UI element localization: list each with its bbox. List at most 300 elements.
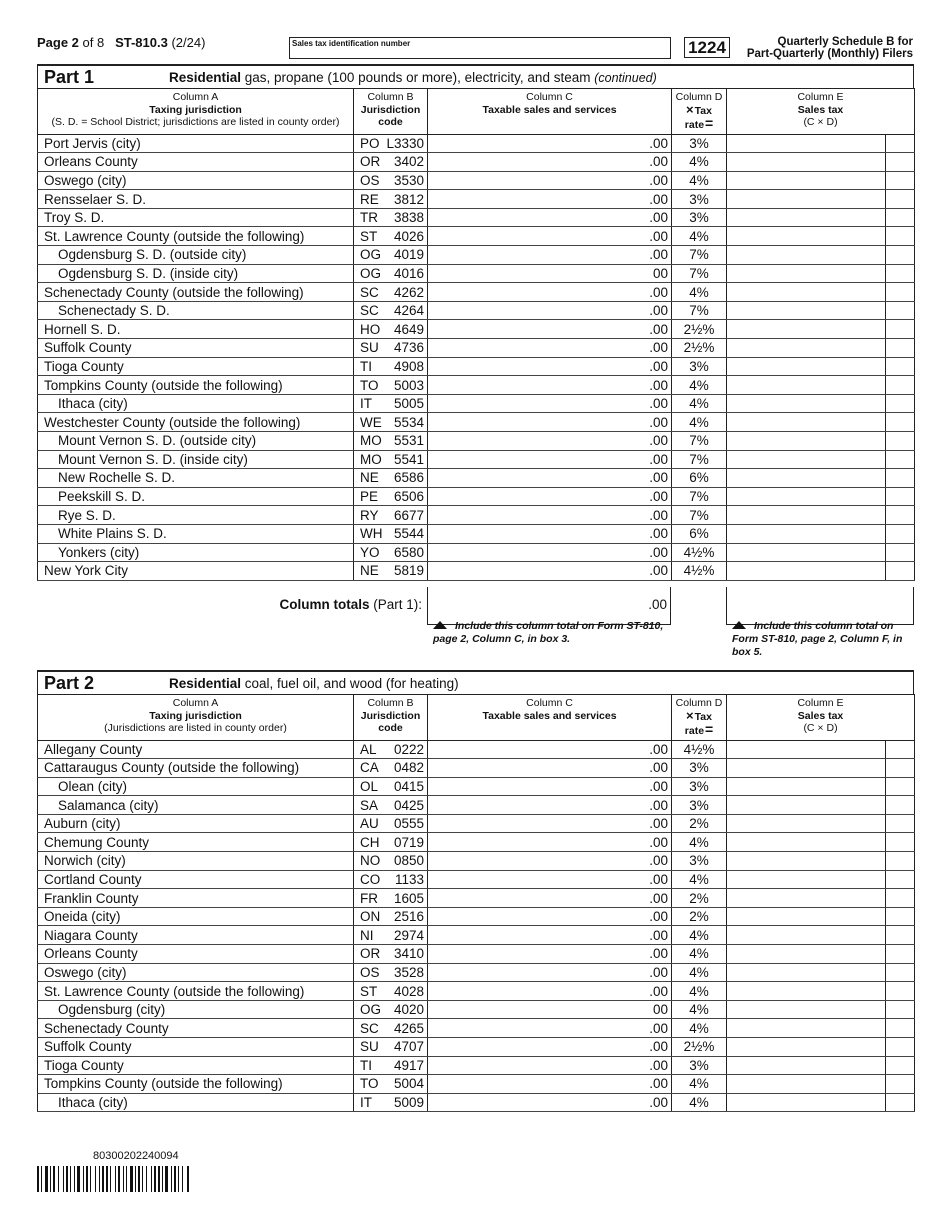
sales-tax-field[interactable] [727, 870, 886, 889]
sales-tax-field[interactable] [727, 171, 886, 190]
taxable-sales-field[interactable]: .00 [428, 246, 672, 265]
sales-tax-cents-field[interactable] [886, 524, 915, 543]
barcode-bar [187, 1166, 189, 1192]
barcode-bar [135, 1166, 136, 1192]
sales-tax-field[interactable] [727, 153, 886, 172]
sales-tax-field[interactable] [727, 487, 886, 506]
taxable-sales-field[interactable]: .00 [428, 524, 672, 543]
tax-rate: 4% [672, 413, 727, 432]
sales-tax-cents-field[interactable] [886, 1038, 915, 1057]
tax-rate: 7% [672, 450, 727, 469]
sales-tax-cents-field[interactable] [886, 543, 915, 562]
jurisdiction-name: Norwich (city) [38, 852, 354, 871]
taxable-sales-field[interactable]: .00 [428, 963, 672, 982]
period-code: 1224 [684, 37, 730, 58]
sales-tax-cents-field[interactable] [886, 469, 915, 488]
tax-rate: 4% [672, 171, 727, 190]
sales-tax-field[interactable] [727, 1000, 886, 1019]
up-arrow-icon [433, 621, 447, 629]
taxable-sales-field[interactable]: .00 [428, 487, 672, 506]
jurisdiction-name: New Rochelle S. D. [38, 469, 354, 488]
barcode-bar [66, 1166, 68, 1192]
table-row [38, 469, 915, 488]
sales-tax-cents-field[interactable] [886, 1019, 915, 1038]
page-of: of 8 [78, 35, 105, 50]
tax-rate: 4% [672, 394, 727, 413]
sales-tax-field[interactable] [727, 246, 886, 265]
sales-tax-cents-field[interactable] [886, 171, 915, 190]
sales-tax-cents-field[interactable] [886, 796, 915, 815]
tax-rate: 4% [672, 227, 727, 246]
tax-rate: 6% [672, 524, 727, 543]
jurisdiction-code: SC 4265 [354, 1019, 428, 1038]
taxable-sales-field[interactable]: 00 [428, 264, 672, 283]
tax-rate: 4% [672, 1075, 727, 1094]
sales-tax-id-field[interactable] [289, 37, 671, 59]
sales-tax-field[interactable] [727, 450, 886, 469]
barcode-bar [74, 1166, 75, 1192]
taxable-sales-field[interactable]: .00 [428, 506, 672, 525]
taxable-sales-field[interactable]: .00 [428, 833, 672, 852]
taxable-sales-field[interactable]: .00 [428, 413, 672, 432]
sales-tax-field[interactable] [727, 982, 886, 1001]
jurisdiction-name: Westchester County (outside the following) [38, 413, 354, 432]
jurisdiction-name: Rye S. D. [38, 506, 354, 525]
sales-tax-field[interactable] [727, 283, 886, 302]
table-row [38, 1019, 915, 1038]
jurisdiction-name: Ithaca (city) [38, 394, 354, 413]
barcode-bar [151, 1166, 152, 1192]
barcode-bar [158, 1166, 160, 1192]
taxable-sales-field[interactable]: .00 [428, 190, 672, 209]
tax-rate: 7% [672, 506, 727, 525]
taxable-sales-field[interactable]: .00 [428, 562, 672, 581]
tax-rate: 7% [672, 264, 727, 283]
jurisdiction-name: White Plains S. D. [38, 524, 354, 543]
tax-rate: 2% [672, 889, 727, 908]
column-c-total-field[interactable]: .00 [427, 587, 671, 625]
sales-tax-field[interactable] [727, 1075, 886, 1094]
jurisdiction-name: Allegany County [38, 740, 354, 759]
tax-rate: 4½% [672, 543, 727, 562]
col-a-header: Column A Taxing jurisdiction (Jurisdictions are listed in county order) [38, 695, 354, 741]
equals-icon: = [705, 721, 714, 737]
table-row [38, 740, 915, 759]
col-e-header: Column E Sales tax (C × D) [727, 89, 915, 135]
jurisdiction-name: Yonkers (city) [38, 543, 354, 562]
form-title [747, 36, 913, 60]
barcode-bar [77, 1166, 80, 1192]
barcode-bar [53, 1166, 55, 1192]
sales-tax-field[interactable] [727, 852, 886, 871]
equals-icon: = [705, 115, 714, 131]
up-arrow-icon [732, 621, 746, 629]
sales-tax-field[interactable] [727, 796, 886, 815]
sales-tax-cents-field[interactable] [886, 1075, 915, 1094]
table-row [38, 246, 915, 265]
sales-tax-cents-field[interactable] [886, 208, 915, 227]
sales-tax-cents-field[interactable] [886, 357, 915, 376]
col-b-header: Column B Jurisdiction code [354, 695, 428, 741]
sales-tax-cents-field[interactable] [886, 889, 915, 908]
sales-tax-cents-field[interactable] [886, 283, 915, 302]
jurisdiction-code: CA 0482 [354, 759, 428, 778]
table-row [38, 870, 915, 889]
col-c-header: Column C Taxable sales and services [428, 89, 672, 135]
barcode-bar [182, 1166, 183, 1192]
tax-rate: 4% [672, 1093, 727, 1112]
barcode-bar [63, 1166, 64, 1192]
taxable-sales-field[interactable]: .00 [428, 208, 672, 227]
part2-title-bar [37, 670, 914, 694]
taxable-sales-field[interactable]: .00 [428, 907, 672, 926]
jurisdiction-code: NE 6586 [354, 469, 428, 488]
jurisdiction-code: OR 3402 [354, 153, 428, 172]
taxable-sales-field[interactable]: .00 [428, 926, 672, 945]
barcode-bar [90, 1166, 91, 1192]
taxable-sales-field[interactable]: .00 [428, 1019, 672, 1038]
table-row [38, 190, 915, 209]
barcode-bar [99, 1166, 100, 1192]
sales-tax-field[interactable] [727, 1038, 886, 1057]
jurisdiction-code: AU 0555 [354, 814, 428, 833]
table-row [38, 889, 915, 908]
sales-tax-field[interactable] [727, 301, 886, 320]
jurisdiction-name: St. Lawrence County (outside the following) [38, 227, 354, 246]
taxable-sales-field[interactable]: .00 [428, 450, 672, 469]
barcode-bar [83, 1166, 84, 1192]
sales-tax-cents-field[interactable] [886, 1056, 915, 1075]
part1-description: Residential gas, propane (100 pounds or more), electricity, and steam (continued) [169, 70, 657, 85]
multiply-icon: × [686, 101, 694, 117]
jurisdiction-code: SU 4736 [354, 339, 428, 358]
tax-rate: 4% [672, 376, 727, 395]
sales-tax-id-label: Sales tax identification number [292, 39, 411, 48]
jurisdiction-code: OR 3410 [354, 945, 428, 964]
sales-tax-cents-field[interactable] [886, 833, 915, 852]
sales-tax-field[interactable] [727, 543, 886, 562]
sales-tax-cents-field[interactable] [886, 1000, 915, 1019]
sales-tax-cents-field[interactable] [886, 450, 915, 469]
sales-tax-cents-field[interactable] [886, 413, 915, 432]
jurisdiction-code: WH 5544 [354, 524, 428, 543]
sales-tax-cents-field[interactable] [886, 1093, 915, 1112]
sales-tax-field[interactable] [727, 506, 886, 525]
sales-tax-cents-field[interactable] [886, 945, 915, 964]
tax-rate: 7% [672, 246, 727, 265]
jurisdiction-name: Suffolk County [38, 339, 354, 358]
sales-tax-field[interactable] [727, 524, 886, 543]
barcode-bar [130, 1166, 133, 1192]
sales-tax-cents-field[interactable] [886, 190, 915, 209]
sales-tax-cents-field[interactable] [886, 562, 915, 581]
sales-tax-field[interactable] [727, 1093, 886, 1112]
taxable-sales-field[interactable]: .00 [428, 1075, 672, 1094]
jurisdiction-name: Troy S. D. [38, 208, 354, 227]
sales-tax-field[interactable] [727, 926, 886, 945]
taxable-sales-field[interactable]: .00 [428, 759, 672, 778]
barcode-bar [70, 1166, 71, 1192]
barcode-bar [58, 1166, 59, 1192]
sales-tax-field[interactable] [727, 562, 886, 581]
jurisdiction-name: Oswego (city) [38, 963, 354, 982]
sales-tax-cents-field[interactable] [886, 777, 915, 796]
tax-rate: 2% [672, 907, 727, 926]
table-row [38, 339, 915, 358]
taxable-sales-field[interactable]: .00 [428, 982, 672, 1001]
tax-rate: 4% [672, 153, 727, 172]
taxable-sales-field[interactable]: .00 [428, 1056, 672, 1075]
jurisdiction-code: OG 4016 [354, 264, 428, 283]
sales-tax-cents-field[interactable] [886, 320, 915, 339]
tax-rate: 3% [672, 759, 727, 778]
table-row [38, 413, 915, 432]
taxable-sales-field[interactable]: .00 [428, 394, 672, 413]
taxable-sales-field[interactable]: .00 [428, 301, 672, 320]
tax-rate: 4% [672, 963, 727, 982]
part1-table [37, 88, 915, 581]
taxable-sales-field[interactable]: .00 [428, 814, 672, 833]
jurisdiction-code: SU 4707 [354, 1038, 428, 1057]
sales-tax-cents-field[interactable] [886, 487, 915, 506]
sales-tax-cents-field[interactable] [886, 339, 915, 358]
table-row [38, 963, 915, 982]
jurisdiction-code: TR 3838 [354, 208, 428, 227]
taxable-sales-field[interactable]: .00 [428, 852, 672, 871]
jurisdiction-code: SA 0425 [354, 796, 428, 815]
jurisdiction-name: Orleans County [38, 153, 354, 172]
sales-tax-cents-field[interactable] [886, 153, 915, 172]
tax-rate: 3% [672, 190, 727, 209]
tax-rate: 4% [672, 283, 727, 302]
part1-title-bar [37, 64, 914, 88]
sales-tax-cents-field[interactable] [886, 301, 915, 320]
barcode-bar [171, 1166, 172, 1192]
sales-tax-field[interactable] [727, 469, 886, 488]
barcode-bar [102, 1166, 104, 1192]
sales-tax-field[interactable] [727, 963, 886, 982]
jurisdiction-code: TO 5003 [354, 376, 428, 395]
jurisdiction-name: Schenectady County [38, 1019, 354, 1038]
tax-rate: 3% [672, 796, 727, 815]
taxable-sales-field[interactable]: .00 [428, 1093, 672, 1112]
jurisdiction-name: Salamanca (city) [38, 796, 354, 815]
sales-tax-field[interactable] [727, 227, 886, 246]
table-row [38, 227, 915, 246]
sales-tax-field[interactable] [727, 759, 886, 778]
jurisdiction-name: Suffolk County [38, 1038, 354, 1057]
jurisdiction-name: Ithaca (city) [38, 1093, 354, 1112]
jurisdiction-code: SC 4264 [354, 301, 428, 320]
jurisdiction-code: TO 5004 [354, 1075, 428, 1094]
jurisdiction-code: RY 6677 [354, 506, 428, 525]
sales-tax-field[interactable] [727, 413, 886, 432]
sales-tax-field[interactable] [727, 889, 886, 908]
barcode-bar [146, 1166, 147, 1192]
jurisdiction-code: OL 0415 [354, 777, 428, 796]
barcode-icon [37, 1166, 249, 1192]
table-row [38, 432, 915, 451]
jurisdiction-code: MO 5531 [354, 432, 428, 451]
part1-title: Part 1 [44, 67, 95, 87]
page-header [37, 35, 205, 50]
jurisdiction-name: Chemung County [38, 833, 354, 852]
sales-tax-field[interactable] [727, 208, 886, 227]
tax-rate: 4% [672, 1000, 727, 1019]
jurisdiction-code: WE 5534 [354, 413, 428, 432]
jurisdiction-name: Tioga County [38, 357, 354, 376]
tax-rate: 4% [672, 870, 727, 889]
taxable-sales-field[interactable]: .00 [428, 777, 672, 796]
sales-tax-field[interactable] [727, 907, 886, 926]
taxable-sales-field[interactable]: .00 [428, 320, 672, 339]
sales-tax-field[interactable] [727, 264, 886, 283]
table-row [38, 134, 915, 153]
sales-tax-cents-field[interactable] [886, 926, 915, 945]
page-label: Page 2 [37, 35, 79, 50]
taxable-sales-field[interactable]: .00 [428, 227, 672, 246]
col-c-header: Column C Taxable sales and services [428, 695, 672, 741]
taxable-sales-field[interactable]: .00 [428, 283, 672, 302]
taxable-sales-field[interactable]: .00 [428, 469, 672, 488]
form-id: ST-810.3 [115, 35, 168, 50]
barcode-bar [50, 1166, 51, 1192]
tax-rate: 4½% [672, 562, 727, 581]
sales-tax-field[interactable] [727, 339, 886, 358]
table-row [38, 376, 915, 395]
sales-tax-field[interactable] [727, 814, 886, 833]
taxable-sales-field[interactable]: .00 [428, 543, 672, 562]
jurisdiction-code: YO 6580 [354, 543, 428, 562]
jurisdiction-name: Tompkins County (outside the following) [38, 376, 354, 395]
col-d-header: Column D ×Tax rate= [672, 89, 727, 135]
sales-tax-cents-field[interactable] [886, 246, 915, 265]
taxable-sales-field[interactable]: .00 [428, 945, 672, 964]
part2-title: Part 2 [44, 673, 95, 693]
tax-rate: 4% [672, 982, 727, 1001]
sales-tax-cents-field[interactable] [886, 963, 915, 982]
tax-rate: 4% [672, 1019, 727, 1038]
sales-tax-cents-field[interactable] [886, 870, 915, 889]
sales-tax-cents-field[interactable] [886, 759, 915, 778]
jurisdiction-name: Ogdensburg S. D. (inside city) [38, 264, 354, 283]
sales-tax-cents-field[interactable] [886, 227, 915, 246]
jurisdiction-code: TI 4917 [354, 1056, 428, 1075]
note-column-e-total: Include this column total on Form ST-810, page 2, Column F, in box 5. [732, 620, 903, 658]
taxable-sales-field[interactable]: .00 [428, 339, 672, 358]
tax-rate: 2½% [672, 320, 727, 339]
sales-tax-cents-field[interactable] [886, 852, 915, 871]
sales-tax-field[interactable] [727, 432, 886, 451]
sales-tax-field[interactable] [727, 134, 886, 153]
sales-tax-field[interactable] [727, 740, 886, 759]
tax-rate: 7% [672, 301, 727, 320]
table-row [38, 283, 915, 302]
barcode-bar [174, 1166, 176, 1192]
jurisdiction-name: Tompkins County (outside the following) [38, 1075, 354, 1094]
sales-tax-cents-field[interactable] [886, 740, 915, 759]
jurisdiction-name: Orleans County [38, 945, 354, 964]
taxable-sales-field[interactable]: .00 [428, 153, 672, 172]
taxable-sales-field[interactable]: .00 [428, 870, 672, 889]
table-row [38, 394, 915, 413]
jurisdiction-code: IT 5005 [354, 394, 428, 413]
taxable-sales-field[interactable]: .00 [428, 1038, 672, 1057]
taxable-sales-field[interactable]: .00 [428, 134, 672, 153]
jurisdiction-name: Oswego (city) [38, 171, 354, 190]
sales-tax-cents-field[interactable] [886, 134, 915, 153]
jurisdiction-code: PE 6506 [354, 487, 428, 506]
taxable-sales-field[interactable]: .00 [428, 796, 672, 815]
sales-tax-field[interactable] [727, 945, 886, 964]
sales-tax-field[interactable] [727, 1056, 886, 1075]
sales-tax-field[interactable] [727, 777, 886, 796]
taxable-sales-field[interactable]: .00 [428, 376, 672, 395]
table-row [38, 945, 915, 964]
sales-tax-field[interactable] [727, 357, 886, 376]
sales-tax-cents-field[interactable] [886, 394, 915, 413]
sales-tax-cents-field[interactable] [886, 814, 915, 833]
sales-tax-field[interactable] [727, 190, 886, 209]
col-b-header: Column B Jurisdiction code [354, 89, 428, 135]
sales-tax-field[interactable] [727, 394, 886, 413]
tax-rate: 3% [672, 852, 727, 871]
barcode-bar [41, 1166, 42, 1192]
jurisdiction-name: St. Lawrence County (outside the following) [38, 982, 354, 1001]
barcode-bar [86, 1166, 88, 1192]
taxable-sales-field[interactable]: .00 [428, 432, 672, 451]
taxable-sales-field[interactable]: .00 [428, 171, 672, 190]
taxable-sales-field[interactable]: .00 [428, 889, 672, 908]
taxable-sales-field[interactable]: .00 [428, 357, 672, 376]
barcode-bar [126, 1166, 127, 1192]
sales-tax-cents-field[interactable] [886, 376, 915, 395]
col-e-header: Column E Sales tax (C × D) [727, 695, 915, 741]
sales-tax-cents-field[interactable] [886, 982, 915, 1001]
taxable-sales-field[interactable]: 00 [428, 1000, 672, 1019]
sales-tax-field[interactable] [727, 1019, 886, 1038]
jurisdiction-name: Rensselaer S. D. [38, 190, 354, 209]
sales-tax-cents-field[interactable] [886, 264, 915, 283]
tax-rate: 2½% [672, 339, 727, 358]
sales-tax-cents-field[interactable] [886, 506, 915, 525]
jurisdiction-name: Cattaraugus County (outside the following) [38, 759, 354, 778]
tax-rate: 3% [672, 134, 727, 153]
part1-section [37, 64, 914, 581]
table-row [38, 852, 915, 871]
jurisdiction-code: OS 3528 [354, 963, 428, 982]
taxable-sales-field[interactable]: .00 [428, 740, 672, 759]
tax-rate: 7% [672, 487, 727, 506]
table-row [38, 1093, 915, 1112]
table-row [38, 171, 915, 190]
barcode-bar [123, 1166, 124, 1192]
barcode-bar [37, 1166, 39, 1192]
jurisdiction-code: NI 2974 [354, 926, 428, 945]
sales-tax-cents-field[interactable] [886, 907, 915, 926]
sales-tax-cents-field[interactable] [886, 432, 915, 451]
barcode-bar [45, 1166, 48, 1192]
sales-tax-field[interactable] [727, 320, 886, 339]
tax-rate: 3% [672, 1056, 727, 1075]
tax-rate: 7% [672, 432, 727, 451]
sales-tax-field[interactable] [727, 833, 886, 852]
table-row [38, 814, 915, 833]
barcode-bar [178, 1166, 179, 1192]
table-row [38, 777, 915, 796]
jurisdiction-name: Peekskill S. D. [38, 487, 354, 506]
sales-tax-field[interactable] [727, 376, 886, 395]
